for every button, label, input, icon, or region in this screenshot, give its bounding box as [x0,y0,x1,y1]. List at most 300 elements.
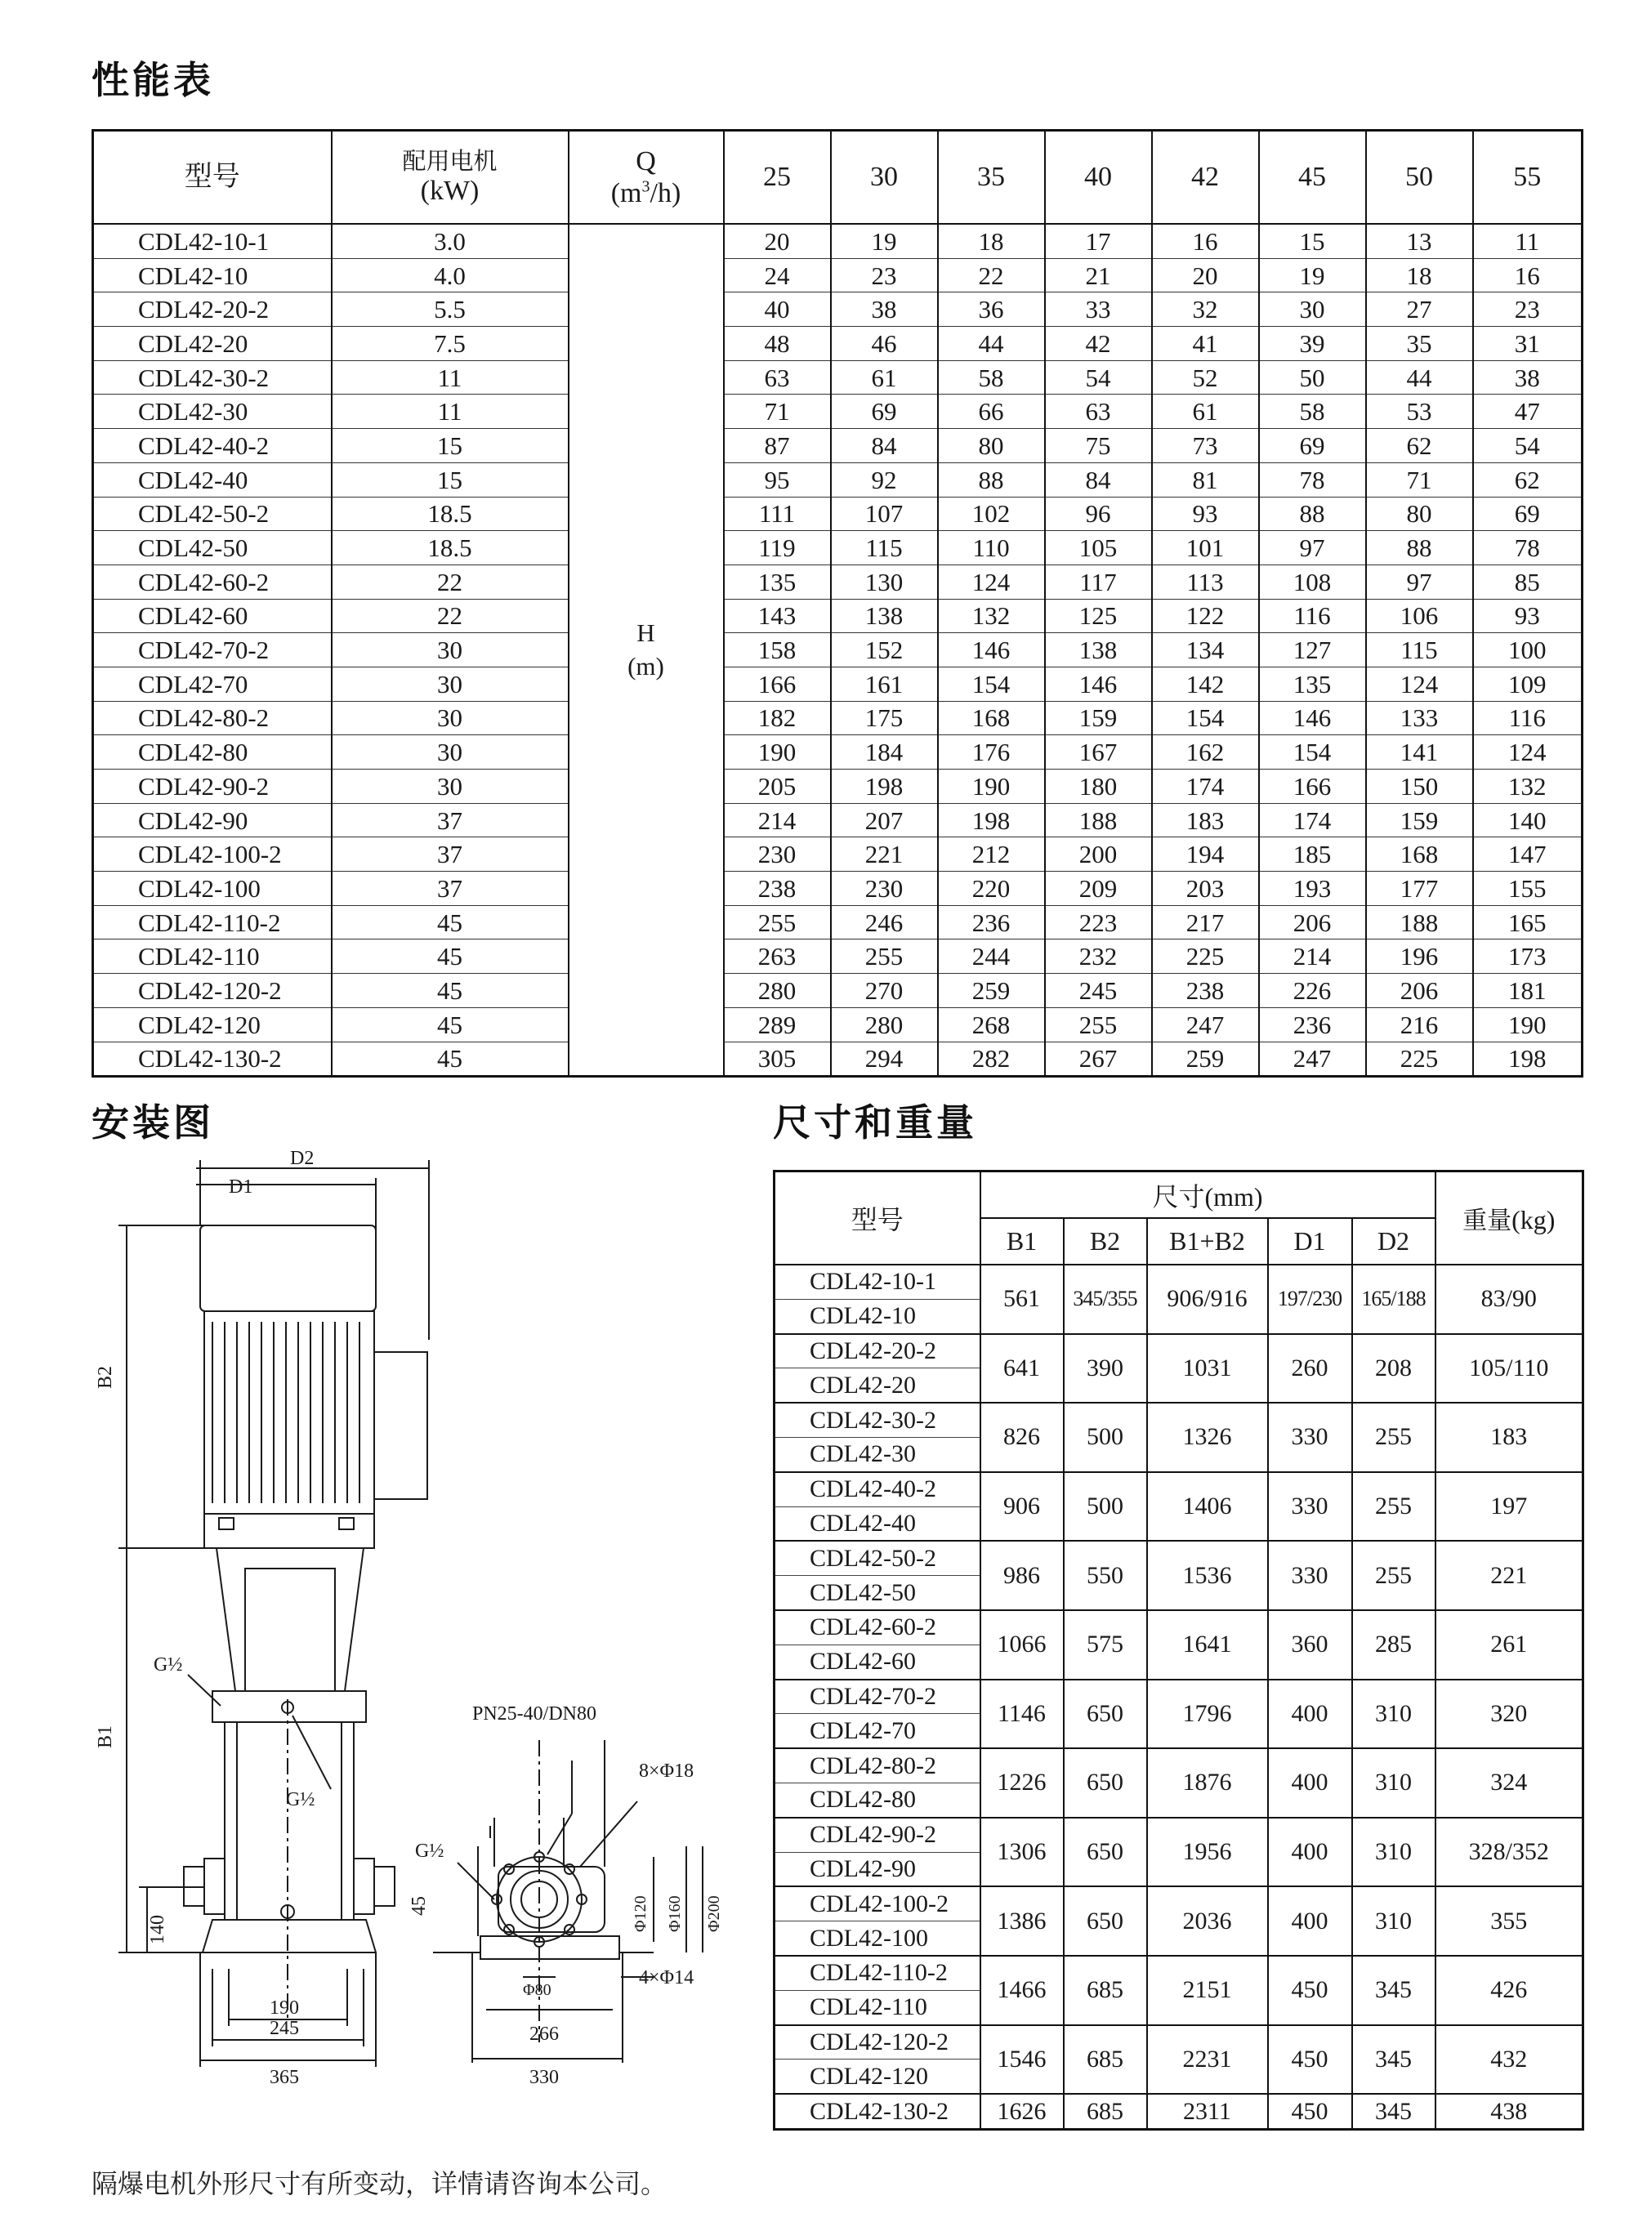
dimension-row [775,1886,1583,1921]
head-value-cell: 78 [1259,462,1366,497]
head-value-cell: 176 [938,735,1045,770]
dim-model-header: 型号 [775,1171,980,1265]
b1-cell: 1306 [980,1818,1064,1887]
dim-140-label: 140 [147,1915,168,1944]
head-value-cell: 182 [724,701,831,735]
head-value-cell: 184 [831,735,938,770]
head-value-cell: 20 [724,224,831,258]
dimension-row [775,1610,1583,1645]
head-value-cell: 165 [1473,905,1583,939]
flow-value-header: 35 [938,131,1045,225]
performance-row [93,497,1583,531]
head-value-cell: 203 [1152,872,1259,906]
head-value-cell: 30 [1259,292,1366,327]
b1-cell: 826 [980,1403,1064,1472]
performance-row [93,531,1583,565]
head-value-cell: 247 [1152,1007,1259,1042]
head-value-cell: 135 [724,565,831,599]
head-value-cell: 108 [1259,565,1366,599]
head-value-cell: 168 [938,701,1045,735]
model-cell: CDL42-80 [93,735,332,770]
dim-model-cell: CDL42-100 [775,1921,980,1956]
head-unit-cell [569,224,724,1077]
dim-model-cell: CDL42-60 [775,1645,980,1679]
head-value-cell: 106 [1366,599,1473,633]
head-value-cell: 23 [831,258,938,292]
head-value-cell: 198 [1473,1042,1583,1077]
head-value-cell: 127 [1259,633,1366,667]
motor-kw-cell: 11 [332,360,569,395]
weight-cell: 183 [1435,1403,1583,1472]
performance-row [93,735,1583,770]
head-value-cell: 255 [1045,1007,1152,1042]
d2-cell: 345 [1352,2025,1435,2095]
d2-cell: 165/188 [1352,1265,1435,1334]
flow-value-header: 45 [1259,131,1366,225]
model-cell: CDL42-20 [93,327,332,361]
b1-cell: 1626 [980,2094,1064,2129]
head-value-cell: 125 [1045,599,1152,633]
dimension-row [775,2094,1583,2129]
performance-row [93,974,1583,1008]
weight-cell: 221 [1435,1541,1583,1610]
d2-cell: 345 [1352,1956,1435,2025]
head-value-cell: 225 [1152,939,1259,974]
head-value-cell: 24 [724,258,831,292]
performance-row [93,939,1583,974]
head-value-cell: 159 [1366,803,1473,837]
b2-cell: 500 [1064,1403,1147,1472]
head-value-cell: 16 [1152,224,1259,258]
flow-value-header: 25 [724,131,831,225]
b2-header: B2 [1064,1218,1147,1265]
b1b2-cell: 1796 [1147,1680,1268,1749]
head-value-cell: 100 [1473,633,1583,667]
head-value-cell: 132 [938,599,1045,633]
performance-row [93,599,1583,633]
weight-cell: 438 [1435,2094,1583,2129]
head-value-cell: 41 [1152,327,1259,361]
b2-cell: 500 [1064,1472,1147,1542]
head-value-cell: 158 [724,633,831,667]
d2-cell: 255 [1352,1472,1435,1542]
head-value-cell: 44 [1366,360,1473,395]
model-cell: CDL42-10 [93,258,332,292]
b1-cell: 1466 [980,1956,1064,2025]
b2-cell: 685 [1064,1956,1147,2025]
head-value-cell: 236 [938,905,1045,939]
performance-row [93,633,1583,667]
head-value-cell: 63 [1045,395,1152,429]
head-value-cell: 122 [1152,599,1259,633]
dim-model-cell: CDL42-80-2 [775,1748,980,1783]
motor-kw-cell: 18.5 [332,497,569,531]
b2-cell: 650 [1064,1818,1147,1887]
head-value-cell: 259 [1152,1042,1259,1077]
head-value-cell: 20 [1152,258,1259,292]
performance-row [93,462,1583,497]
footnote: 隔爆电机外形尺寸有所变动，详情请咨询本公司。 [92,2168,667,2199]
performance-row [93,327,1583,361]
head-value-cell: 223 [1045,905,1152,939]
head-value-cell: 150 [1366,770,1473,804]
flow-value-header: 30 [831,131,938,225]
performance-row [93,701,1583,735]
d1-cell: 330 [1268,1541,1352,1610]
dimension-row [775,1541,1583,1575]
b1b2-header: B1+B2 [1147,1218,1268,1265]
head-value-cell: 58 [938,360,1045,395]
head-value-cell: 230 [831,872,938,906]
model-cell: CDL42-50 [93,531,332,565]
holes-4-label: 4×Φ14 [639,1967,694,1988]
dim-model-cell: CDL42-20 [775,1368,980,1403]
model-cell: CDL42-90 [93,803,332,837]
head-value-cell: 154 [1259,735,1366,770]
head-value-cell: 226 [1259,974,1366,1008]
head-value-cell: 214 [1259,939,1366,974]
dim-190-label: 190 [270,1997,299,2019]
head-value-cell: 152 [831,633,938,667]
head-value-cell: 71 [1366,462,1473,497]
head-value-cell: 119 [724,531,831,565]
head-value-cell: 214 [724,803,831,837]
head-value-cell: 162 [1152,735,1259,770]
d2-label: D2 [290,1148,315,1169]
head-value-cell: 155 [1473,872,1583,906]
performance-row [93,837,1583,872]
dimension-row [775,1334,1583,1368]
model-cell: CDL42-40-2 [93,429,332,463]
head-value-cell: 216 [1366,1007,1473,1042]
flange-spec-label: PN25-40/DN80 [472,1703,597,1725]
d2-header: D2 [1352,1218,1435,1265]
head-value-cell: 84 [1045,462,1152,497]
b2-cell: 685 [1064,2094,1147,2129]
flow-header [569,131,724,225]
weight-cell: 426 [1435,1956,1583,2025]
performance-row [93,1042,1583,1077]
head-value-cell: 138 [831,599,938,633]
performance-row [93,360,1583,395]
head-value-cell: 130 [831,565,938,599]
dim-model-cell: CDL42-100-2 [775,1886,980,1921]
b1-cell: 906 [980,1472,1064,1542]
head-value-cell: 236 [1259,1007,1366,1042]
motor-kw-cell: 30 [332,633,569,667]
model-cell: CDL42-20-2 [93,292,332,327]
head-value-cell: 69 [1259,429,1366,463]
d2-cell: 310 [1352,1748,1435,1818]
head-value-cell: 206 [1366,974,1473,1008]
performance-row [93,292,1583,327]
dimension-row [775,1748,1583,1783]
head-value-cell: 58 [1259,395,1366,429]
b1b2-cell: 1406 [1147,1472,1268,1542]
motor-kw-cell: 30 [332,735,569,770]
head-value-cell: 180 [1045,770,1152,804]
dim-model-cell: CDL42-110-2 [775,1956,980,1990]
head-value-cell: 255 [831,939,938,974]
dim-266-label: 266 [529,2024,559,2045]
dim-model-cell: CDL42-70 [775,1714,980,1748]
head-value-cell: 71 [724,395,831,429]
head-value-cell: 113 [1152,565,1259,599]
motor-kw-cell: 45 [332,974,569,1008]
head-value-cell: 190 [938,770,1045,804]
d2-cell: 255 [1352,1541,1435,1610]
performance-row [93,803,1583,837]
motor-kw-cell: 37 [332,837,569,872]
head-value-cell: 115 [831,531,938,565]
d1-cell: 330 [1268,1403,1352,1472]
head-value-cell: 245 [1045,974,1152,1008]
b2-label: B2 [95,1365,116,1389]
b1b2-cell: 1326 [1147,1403,1268,1472]
head-value-cell: 19 [831,224,938,258]
head-value-cell: 173 [1473,939,1583,974]
weight-header: 重量(kg) [1435,1171,1583,1265]
head-value-cell: 124 [938,565,1045,599]
head-value-cell: 21 [1045,258,1152,292]
head-value-cell: 217 [1152,905,1259,939]
weight-cell: 324 [1435,1748,1583,1818]
dimension-row [775,1818,1583,1852]
head-value-cell: 166 [1259,770,1366,804]
head-value-cell: 167 [1045,735,1152,770]
head-value-cell: 93 [1473,599,1583,633]
dim-245-label: 245 [270,2018,299,2039]
head-value-cell: 263 [724,939,831,974]
d1-header: D1 [1268,1218,1352,1265]
motor-kw-cell: 3.0 [332,224,569,258]
installation-heading: 安装图 [92,1100,214,1145]
performance-row [93,1007,1583,1042]
motor-kw-cell: 5.5 [332,292,569,327]
b2-cell: 650 [1064,1748,1147,1818]
motor-kw-cell: 15 [332,429,569,463]
head-value-cell: 154 [1152,701,1259,735]
head-value-cell: 39 [1259,327,1366,361]
head-value-cell: 133 [1366,701,1473,735]
head-value-cell: 289 [724,1007,831,1042]
b1-cell: 561 [980,1265,1064,1334]
head-value-cell: 135 [1259,667,1366,701]
d1-cell: 197/230 [1268,1265,1352,1334]
head-value-cell: 168 [1366,837,1473,872]
d2-cell: 285 [1352,1610,1435,1680]
dimensions-heading: 尺寸和重量 [773,1100,977,1145]
head-value-cell: 146 [1045,667,1152,701]
phi-80-label: Φ80 [523,1981,551,1999]
b2-cell: 345/355 [1064,1265,1147,1334]
head-value-cell: 238 [1152,974,1259,1008]
motor-kw-cell: 4.0 [332,258,569,292]
head-value-cell: 15 [1259,224,1366,258]
head-value-cell: 282 [938,1042,1045,1077]
weight-cell: 83/90 [1435,1265,1583,1334]
head-value-cell: 200 [1045,837,1152,872]
dim-model-cell: CDL42-20-2 [775,1334,980,1368]
head-value-cell: 181 [1473,974,1583,1008]
head-value-cell: 134 [1152,633,1259,667]
head-value-cell: 35 [1366,327,1473,361]
model-header: 型号 [93,131,332,225]
head-value-cell: 146 [1259,701,1366,735]
head-value-cell: 47 [1473,395,1583,429]
b1-cell: 1066 [980,1610,1064,1680]
head-value-cell: 268 [938,1007,1045,1042]
head-value-cell: 124 [1473,735,1583,770]
head-value-cell: 92 [831,462,938,497]
head-value-cell: 73 [1152,429,1259,463]
b2-cell: 685 [1064,2025,1147,2095]
head-value-cell: 198 [938,803,1045,837]
dim-model-cell: CDL42-80 [775,1783,980,1817]
motor-kw-cell: 22 [332,599,569,633]
d1-cell: 400 [1268,1748,1352,1818]
performance-row [93,905,1583,939]
b2-cell: 650 [1064,1886,1147,1956]
head-value-cell: 97 [1259,531,1366,565]
motor-kw-cell: 30 [332,701,569,735]
head-value-cell: 259 [938,974,1045,1008]
weight-cell: 320 [1435,1680,1583,1749]
head-value-cell: 38 [831,292,938,327]
model-cell: CDL42-110 [93,939,332,974]
head-value-cell: 23 [1473,292,1583,327]
head-value-cell: 174 [1152,770,1259,804]
head-value-cell: 16 [1473,258,1583,292]
dim-model-cell: CDL42-10 [775,1299,980,1333]
weight-cell: 432 [1435,2025,1583,2095]
motor-kw-cell: 18.5 [332,531,569,565]
head-value-cell: 305 [724,1042,831,1077]
weight-cell: 105/110 [1435,1334,1583,1404]
g-half-label-top: G½ [154,1654,183,1676]
b1b2-cell: 1876 [1147,1748,1268,1818]
head-value-cell: 270 [831,974,938,1008]
head-value-cell: 18 [1366,258,1473,292]
head-value-cell: 11 [1473,224,1583,258]
model-cell: CDL42-80-2 [93,701,332,735]
motor-kw-cell: 37 [332,803,569,837]
phi-120-label: Φ120 [632,1895,650,1932]
model-cell: CDL42-120 [93,1007,332,1042]
d1-cell: 330 [1268,1472,1352,1542]
head-value-cell: 188 [1045,803,1152,837]
head-value-cell: 36 [938,292,1045,327]
head-value-cell: 31 [1473,327,1583,361]
head-value-cell: 212 [938,837,1045,872]
head-value-cell: 116 [1259,599,1366,633]
dim-model-cell: CDL42-50-2 [775,1541,980,1575]
head-value-cell: 69 [1473,497,1583,531]
head-value-cell: 183 [1152,803,1259,837]
head-value-cell: 143 [724,599,831,633]
model-cell: CDL42-100 [93,872,332,906]
dimension-row [775,2025,1583,2060]
head-value-cell: 54 [1473,429,1583,463]
head-value-cell: 232 [1045,939,1152,974]
b1-cell: 1386 [980,1886,1064,1956]
head-value-cell: 138 [1045,633,1152,667]
head-value-cell: 88 [938,462,1045,497]
performance-heading: 性能表 [92,58,214,102]
b2-cell: 575 [1064,1610,1147,1680]
motor-kw-cell: 30 [332,770,569,804]
head-value-cell: 81 [1152,462,1259,497]
head-value-cell: 146 [938,633,1045,667]
head-value-cell: 140 [1473,803,1583,837]
size-header: 尺寸(mm) [980,1171,1435,1219]
head-value-cell: 117 [1045,565,1152,599]
head-value-cell: 13 [1366,224,1473,258]
b1-cell: 986 [980,1541,1064,1610]
head-value-cell: 95 [724,462,831,497]
performance-header-row [93,131,1583,225]
dim-model-cell: CDL42-30-2 [775,1403,980,1437]
dimension-table [773,1170,1584,2131]
head-value-cell: 280 [724,974,831,1008]
head-value-cell: 190 [724,735,831,770]
head-value-cell: 17 [1045,224,1152,258]
b2-cell: 650 [1064,1680,1147,1749]
head-value-cell: 44 [938,327,1045,361]
dimension-row [775,1265,1583,1299]
head-value-cell: 87 [724,429,831,463]
head-value-cell: 62 [1473,462,1583,497]
phi-160-label: Φ160 [666,1895,684,1932]
dim-model-cell: CDL42-40 [775,1506,980,1541]
dim-45-label: 45 [409,1896,430,1916]
motor-kw-cell: 37 [332,872,569,906]
head-value-cell: 22 [938,258,1045,292]
head-value-cell: 88 [1259,497,1366,531]
d1-cell: 260 [1268,1334,1352,1404]
model-cell: CDL42-10-1 [138,226,270,256]
head-value-cell: 102 [938,497,1045,531]
motor-kw-cell: 45 [332,905,569,939]
head-value-cell: 177 [1366,872,1473,906]
model-cell: CDL42-110-2 [93,905,332,939]
head-value-cell: 188 [1366,905,1473,939]
head-value-cell: 97 [1366,565,1473,599]
model-cell: CDL42-70-2 [93,633,332,667]
flow-value-header: 55 [1473,131,1583,225]
head-value-cell: 198 [831,770,938,804]
model-cell: CDL42-90-2 [93,770,332,804]
head-unit: (m) [627,651,664,681]
dim-model-cell: CDL42-30 [775,1437,980,1471]
model-cell: CDL42-130-2 [93,1042,332,1077]
dimension-row [775,1956,1583,1990]
d2-cell: 310 [1352,1680,1435,1749]
head-value-cell: 247 [1259,1042,1366,1077]
model-cell: CDL42-30-2 [93,360,332,395]
dimension-header-row [775,1171,1583,1219]
motor-header-unit: (kW) [420,176,480,207]
head-value-cell: 147 [1473,837,1583,872]
d1-label: D1 [229,1176,253,1198]
head-value-cell: 18 [938,224,1045,258]
head-value-cell: 196 [1366,939,1473,974]
dimension-table-body [775,1265,1583,2129]
head-value-cell: 96 [1045,497,1152,531]
b1b2-cell: 2311 [1147,2094,1268,2129]
head-value-cell: 84 [831,429,938,463]
model-cell: CDL42-70 [93,667,332,701]
